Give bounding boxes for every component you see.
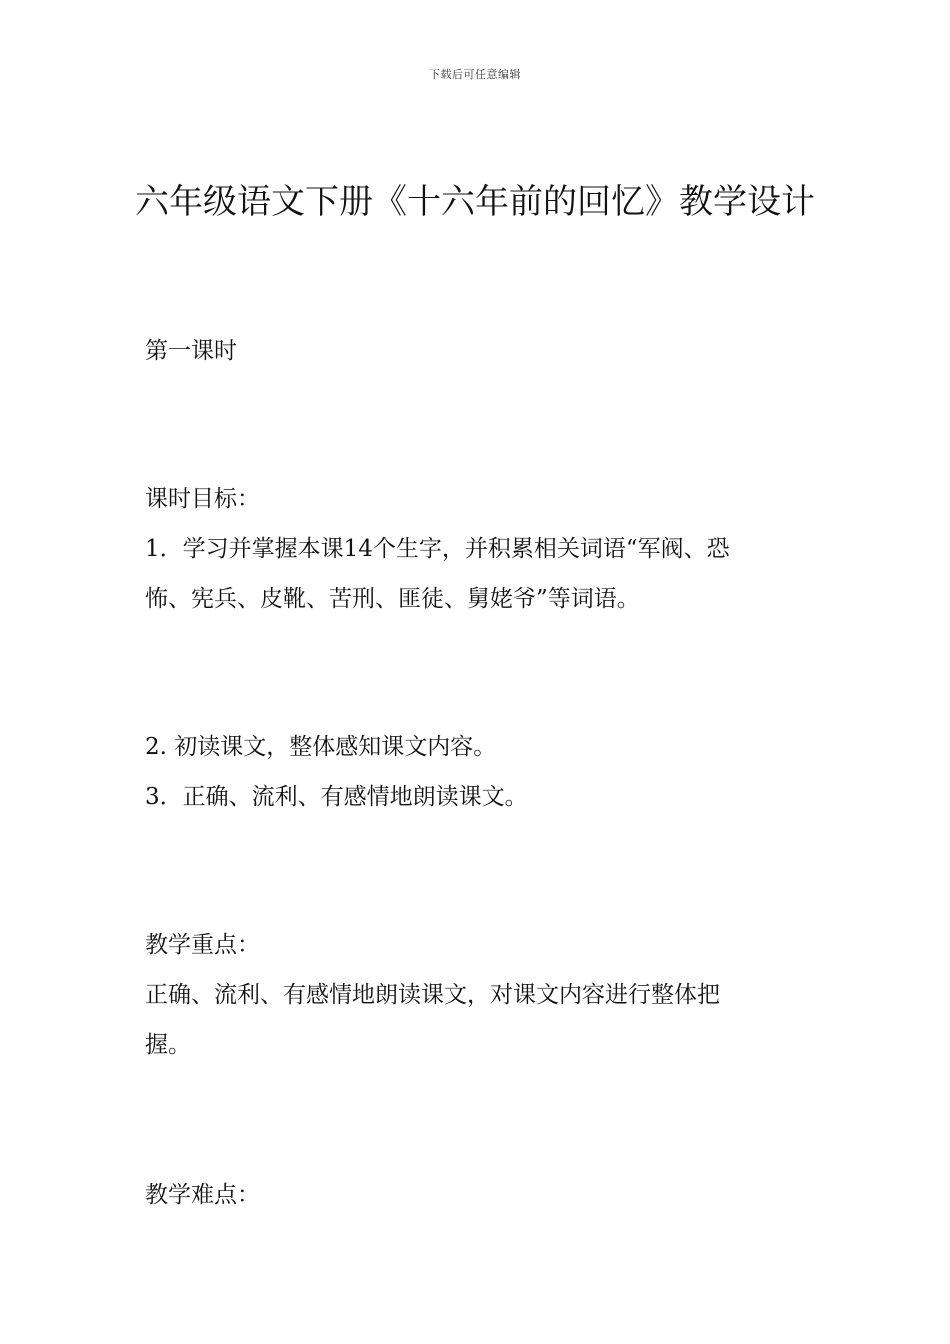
difficulties-heading: 教学难点： (145, 1182, 260, 1208)
lesson-label: 第一课时 (145, 338, 237, 364)
key-points-line-2: 握。 (145, 1032, 191, 1058)
key-points-heading: 教学重点： (145, 932, 260, 958)
objectives-heading: 课时目标： (145, 486, 260, 512)
header-note: 下载后可任意编辑 (429, 68, 521, 81)
key-points-line-1: 正确、流利、有感情地朗读课文，对课文内容进行整体把 (145, 982, 720, 1008)
document-title: 六年级语文下册《十六年前的回忆》教学设计 (135, 182, 815, 222)
objective-1-line-2: 怖、宪兵、皮靴、苦刑、匪徒、舅姥爷”等词语。 (145, 586, 640, 612)
objective-2: 2. 初读课文，整体感知课文内容。 (145, 734, 497, 760)
objective-1-line-1: 1．学习并掌握本课14个生字，并积累相关词语“军阀、恐 (145, 536, 730, 562)
objective-3: 3．正确、流利、有感情地朗读课文。 (145, 784, 528, 810)
